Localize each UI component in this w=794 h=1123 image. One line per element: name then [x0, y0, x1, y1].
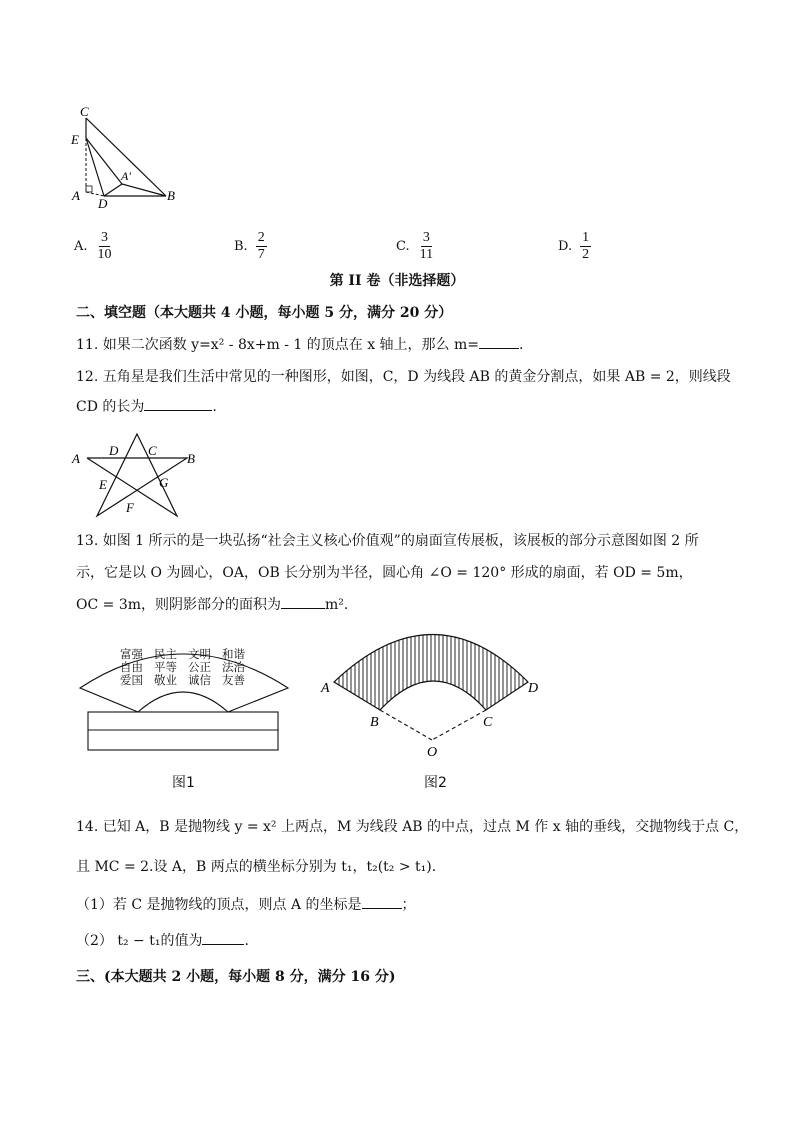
q12-line1: 12. 五角星是我们生活中常见的一种图形，如图，C，D 为线段 AB 的黄金分割点，如果 AB = 2，则线段	[76, 369, 731, 385]
star-label-g: G	[159, 475, 169, 490]
question-11	[76, 334, 523, 354]
fig2-label-o: O	[427, 745, 438, 760]
fig1-caption: 图1	[172, 775, 195, 791]
fig2-label-d: D	[528, 681, 539, 696]
star-label-b: B	[187, 451, 195, 466]
fan-word: 文明	[188, 649, 211, 661]
star-label-f: F	[126, 500, 134, 515]
section2-title: 第 II 卷（非选择题）	[329, 273, 465, 289]
q14-sub2-text: （2） t₂ − t₁的值为	[76, 933, 203, 949]
option-b: B. $\frac{2}{7}$	[234, 230, 265, 262]
option-c: C. $\frac{3}{11}$	[396, 230, 434, 262]
q13-line1: 13. 如图 1 所示的是一块弘扬“社会主义核心价值观”的扇面宣传展板，该展板的部分示意图如图 2 所	[76, 533, 699, 549]
label-b: B	[167, 188, 175, 203]
q13-line2: 示，它是以 O 为圆心，OA，OB 长分别为半径，圆心角 ∠O = 120° 形成的扇面，若 OD = 5m，	[76, 565, 693, 581]
fan-word: 公正	[188, 662, 211, 674]
label-a-prime: A′	[121, 169, 131, 183]
q11-end: .	[519, 337, 524, 353]
fan-word: 爱国	[120, 675, 143, 687]
star-figure	[66, 432, 206, 522]
q12-line2-text: CD 的长为	[76, 399, 145, 415]
fan-word: 敬业	[154, 675, 177, 687]
option-d: D. $\frac{1}{2}$	[558, 230, 590, 262]
part2-heading: 二、填空题（本大题共 4 小题，每小题 5 分，满分 20 分）	[76, 305, 453, 321]
fan-word: 法治	[222, 662, 245, 674]
q11-answer-blank[interactable]	[479, 334, 519, 349]
q12-end: .	[212, 399, 217, 415]
q14-sub1-text: （1）若 C 是抛物线的顶点，则点 A 的坐标是	[76, 897, 362, 913]
option-a: A. $\frac{3}{10}$	[74, 230, 112, 262]
fig2-label-b: B	[370, 715, 379, 730]
fan-word: 平等	[154, 662, 177, 674]
q14-sub1-answer-blank[interactable]	[362, 894, 402, 909]
part3-heading: 三、(本大题共 2 小题，每小题 8 分，满分 16 分)	[76, 969, 396, 985]
label-d: D	[98, 196, 108, 210]
q13-line3	[76, 594, 348, 614]
fan-board-figure	[78, 632, 290, 754]
fan-word: 诚信	[188, 675, 211, 687]
fig2-label-a: A	[321, 681, 330, 696]
fan-word: 友善	[222, 675, 245, 687]
q14-sub1-end: ；	[401, 897, 416, 913]
fan-word: 富强	[120, 649, 143, 661]
q13-answer-blank[interactable]	[281, 594, 325, 609]
fan-word: 和谐	[222, 649, 245, 661]
q13-unit: m².	[325, 597, 349, 613]
label-a: A	[72, 188, 80, 203]
fig2-label-c: C	[483, 715, 493, 730]
q14-sub2-answer-blank[interactable]	[202, 930, 244, 945]
label-e: E	[71, 132, 79, 147]
q14-line1: 14. 已知 A，B 是抛物线 y = x² 上两点，M 为线段 AB 的中点，过点 M 作 x 轴的垂线，交抛物线于点 C，	[76, 819, 749, 835]
q14-sub2	[76, 930, 249, 950]
fig2-caption: 图2	[424, 775, 447, 791]
star-label-c: C	[148, 443, 157, 458]
q14-sub2-end: .	[244, 933, 249, 949]
q12-line2	[76, 396, 217, 416]
star-label-d: D	[109, 443, 119, 458]
triangle-figure	[66, 100, 186, 210]
q13-line3-text: OC = 3m，则阴影部分的面积为	[76, 597, 282, 613]
q14-sub1	[76, 894, 416, 914]
q14-line2: 且 MC = 2.设 A，B 两点的横坐标分别为 t₁，t₂(t₂ > t₁).	[76, 859, 437, 875]
label-c: C	[80, 104, 89, 119]
sector-figure	[318, 622, 546, 762]
q11-text: 11. 如果二次函数 y=x² - 8x+m - 1 的顶点在 x 轴上，那么 m=	[76, 337, 479, 353]
fan-word: 民主	[154, 649, 177, 661]
fan-word: 自由	[120, 662, 143, 674]
star-label-a: A	[72, 451, 80, 466]
star-label-e: E	[99, 477, 107, 492]
q12-answer-blank[interactable]	[144, 396, 212, 411]
